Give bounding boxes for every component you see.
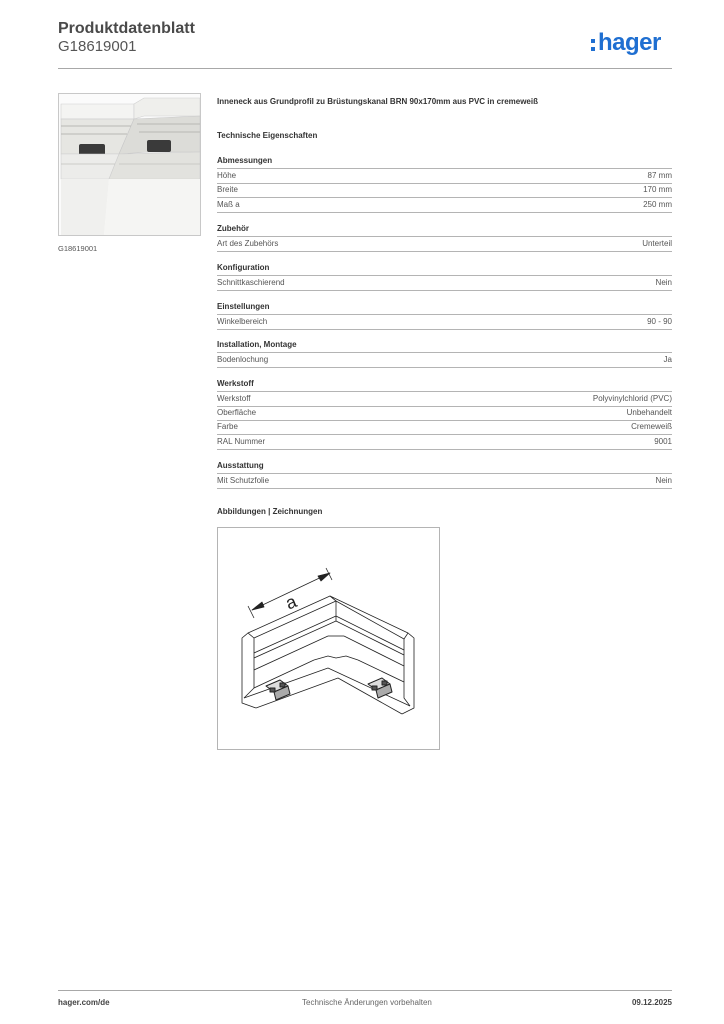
spec-label: Farbe xyxy=(217,422,238,431)
section-heading-dimensions: Abmessungen xyxy=(217,156,273,165)
spec-value: Nein xyxy=(655,278,672,287)
spec-value: Unbehandelt xyxy=(626,408,672,417)
spec-label: Werkstoff xyxy=(217,394,251,403)
spec-label: Mit Schutzfolie xyxy=(217,476,270,485)
spec-label: Art des Zubehörs xyxy=(217,239,279,248)
spec-value: 87 mm xyxy=(647,171,672,180)
spec-row xyxy=(217,352,672,368)
spec-value: Polyvinylchlorid (PVC) xyxy=(592,394,672,403)
spec-row xyxy=(217,314,672,330)
spec-value: 250 mm xyxy=(643,200,672,209)
spec-label: Breite xyxy=(217,185,238,194)
spec-row xyxy=(217,406,672,421)
section-heading-settings: Einstellungen xyxy=(217,302,270,311)
spec-value: 9001 xyxy=(654,437,672,446)
section-heading-installation: Installation, Montage xyxy=(217,340,297,349)
brand-logo xyxy=(591,28,661,58)
document-title: Produktdatenblatt xyxy=(58,20,195,37)
spec-row xyxy=(217,420,672,435)
spec-row xyxy=(217,168,672,184)
spec-value: Nein xyxy=(655,476,672,485)
technical-drawing xyxy=(217,527,440,750)
spec-row xyxy=(217,275,672,291)
spec-label: Schnittkaschierend xyxy=(217,278,285,287)
spec-row xyxy=(217,236,672,252)
section-heading-equipment: Ausstattung xyxy=(217,461,264,470)
product-description: Inneneck aus Grundprofil zu Brüstungskanal BRN 90x170mm aus PVC in cremeweiß xyxy=(217,97,538,106)
spec-value: Cremeweiß xyxy=(631,422,672,431)
spec-row xyxy=(217,391,672,407)
logo-colon-icon xyxy=(591,36,596,53)
header-divider xyxy=(58,68,672,69)
dimension-label: a xyxy=(282,591,300,614)
drawings-heading: Abbildungen | Zeichnungen xyxy=(217,507,323,516)
technical-properties-heading: Technische Eigenschaften xyxy=(217,131,318,140)
section-heading-configuration: Konfiguration xyxy=(217,263,270,272)
spec-label: Höhe xyxy=(217,171,237,180)
product-photo xyxy=(58,93,201,236)
footer-disclaimer: Technische Änderungen vorbehalten xyxy=(302,998,432,1007)
spec-label: RAL Nummer xyxy=(217,437,266,446)
spec-row xyxy=(217,183,672,198)
spec-row xyxy=(217,198,672,213)
spec-label: Bodenlochung xyxy=(217,355,269,364)
spec-label: Maß a xyxy=(217,200,240,209)
spec-value: Unterteil xyxy=(642,239,672,248)
spec-value: Ja xyxy=(663,355,672,364)
spec-row xyxy=(217,473,672,489)
spec-label: Oberfläche xyxy=(217,408,257,417)
spec-row xyxy=(217,435,672,450)
spec-label: Winkelbereich xyxy=(217,317,268,326)
footer-website-link[interactable]: hager.com/de xyxy=(58,998,110,1007)
section-heading-material: Werkstoff xyxy=(217,379,254,388)
section-heading-accessory: Zubehör xyxy=(217,224,249,233)
article-number: G18619001 xyxy=(58,38,137,55)
footer-divider xyxy=(58,990,672,991)
product-photo-caption: G18619001 xyxy=(58,244,98,253)
logo-text: hager xyxy=(598,29,661,56)
footer-date: 09.12.2025 xyxy=(631,998,672,1007)
spec-value: 90 - 90 xyxy=(647,317,672,326)
spec-value: 170 mm xyxy=(643,185,672,194)
